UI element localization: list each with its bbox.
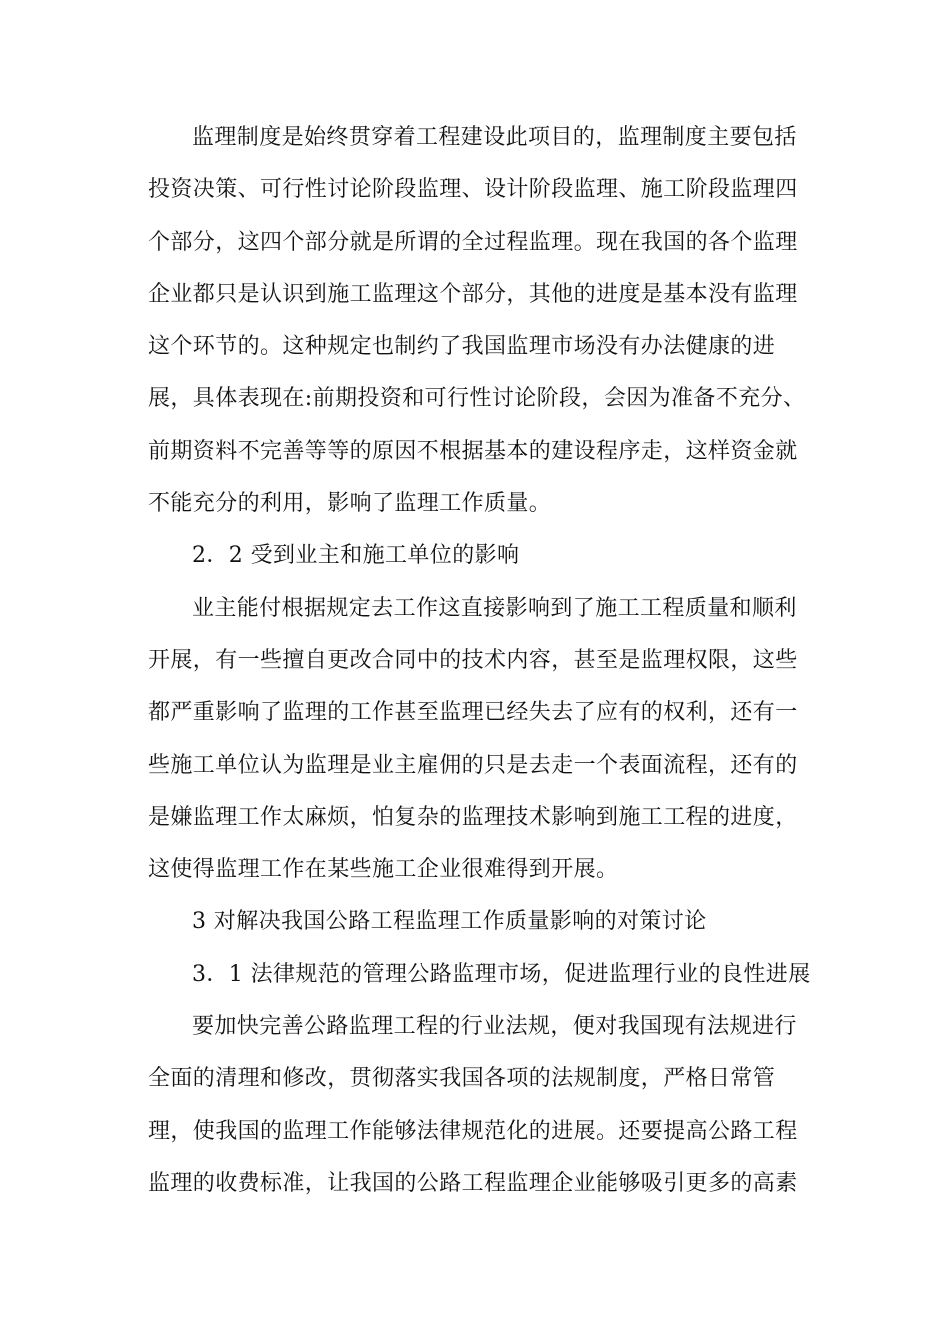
body-paragraph [148,1001,804,1210]
text-line: 全面的清理和修改，贯彻落实我国各项的法规制度，严格日常管 [148,1066,776,1092]
text-line: 这个环节的。这种规定也制约了我国监理市场没有办法健康的进 [148,334,776,360]
body-paragraph [148,583,804,897]
text-line: 都严重影响了监理的工作甚至监理已经失去了应有的权利，还有一 [148,700,798,726]
text-line: 个部分，这四个部分就是所谓的全过程监理。现在我国的各个监理 [148,229,798,255]
body-paragraph [148,112,804,530]
text-line: 开展，有一些擅自更改合同中的技术内容，甚至是监理权限，这些 [148,647,798,673]
heading-line: 3．1 法律规范的管理公路监理市场，促进监理行业的良性进展 [192,961,811,987]
text-line: 不能充分的利用，影响了监理工作质量。 [148,491,552,517]
text-line: 这使得监理工作在某些施工企业很难得到开展。 [148,857,619,883]
text-line: 监理的收费标准，让我国的公路工程监理企业能够吸引更多的高素 [148,1170,798,1196]
heading-line: 2．2 受到业主和施工单位的影响 [192,543,520,569]
section-heading [148,530,804,582]
text-line: 企业都只是认识到施工监理这个部分，其他的进度是基本没有监理 [148,281,798,307]
text-line: 前期资料不完善等等的原因不根据基本的建设程序走，这样资金就 [148,438,798,464]
document-body [148,112,811,1210]
text-line: 展，具体表现在:前期投资和可行性讨论阶段，会因为准备不充分、 [148,386,806,412]
text-line: 投资决策、可行性讨论阶段监理、设计阶段监理、施工阶段监理四 [148,177,798,203]
text-line: 监理制度是始终贯穿着工程建设此项目的，监理制度主要包括 [192,125,797,150]
text-line: 些施工单位认为监理是业主雇佣的只是去走一个表面流程，还有的 [148,752,798,778]
text-line: 理，使我国的监理工作能够法律规范化的进展。还要提高公路工程 [148,1118,798,1144]
subsection-heading [148,949,811,1001]
section-heading [148,896,804,948]
text-line: 是嫌监理工作太麻烦，怕复杂的监理技术影响到施工工程的进度， [148,804,798,830]
heading-line: 3 对解决我国公路工程监理工作质量影响的对策讨论 [192,909,707,935]
text-line: 要加快完善公路监理工程的行业法规，便对我国现有法规进行 [192,1014,797,1040]
text-line: 业主能付根据规定去工作这直接影响到了施工工程质量和顺利 [192,595,797,621]
